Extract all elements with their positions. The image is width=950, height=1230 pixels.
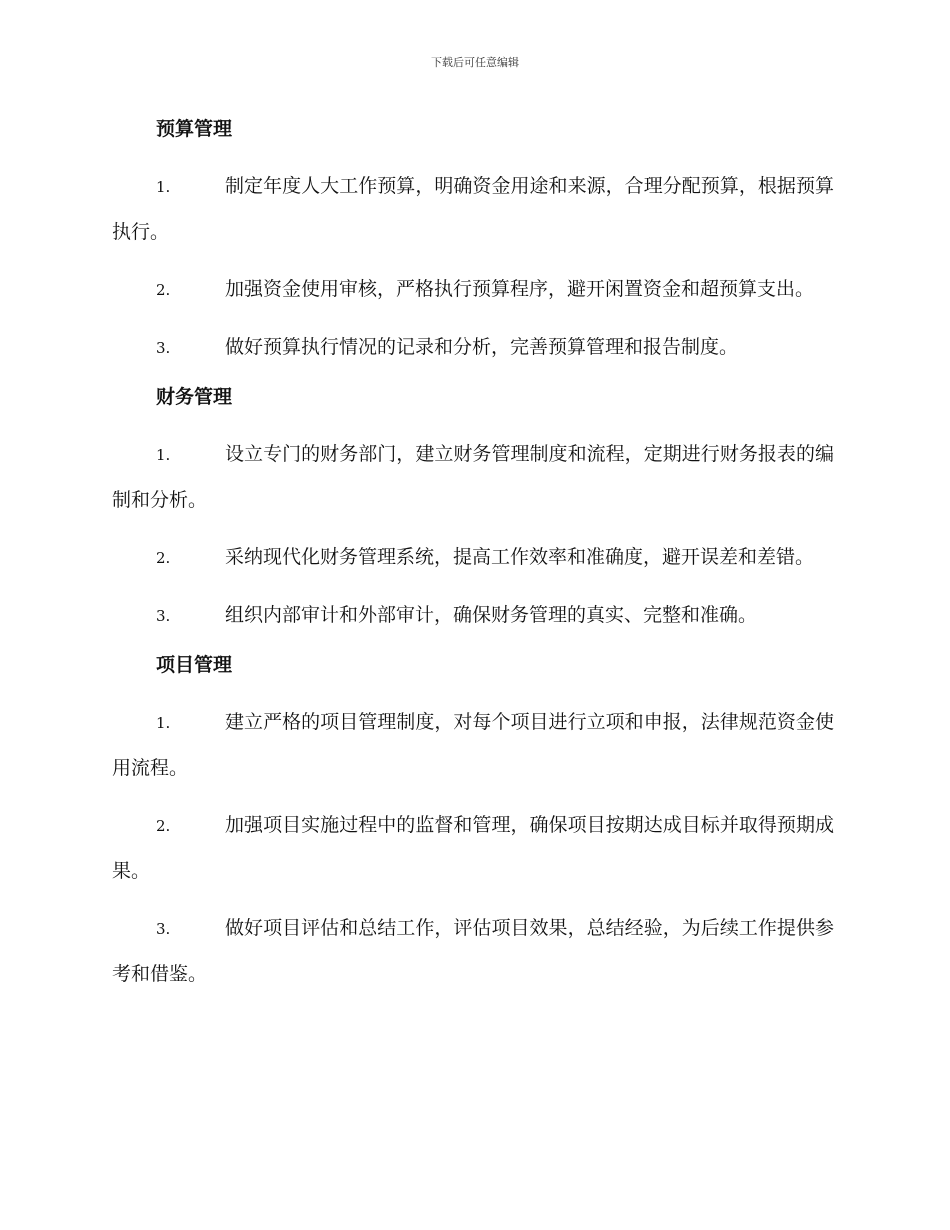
item-number: 2. xyxy=(156,281,171,299)
list-item xyxy=(112,432,834,523)
item-text: 做好预算执行情况的记录和分析，完善预算管理和报告制度。 xyxy=(225,336,739,358)
document-body xyxy=(112,111,834,1009)
item-text: 采纳现代化财务管理系统，提高工作效率和准确度，避开误差和差错。 xyxy=(225,546,815,568)
item-text: 做好项目评估和总结工作，评估项目效果，总结经验，为后续工作提供参考和借鉴。 xyxy=(112,917,834,985)
item-number: 1. xyxy=(156,714,171,732)
section-project-management xyxy=(112,647,834,997)
list-item xyxy=(112,700,834,791)
section-budget-management xyxy=(112,111,834,371)
item-text: 加强资金使用审核，严格执行预算程序，避开闲置资金和超预算支出。 xyxy=(225,278,815,300)
item-text: 制定年度人大工作预算，明确资金用途和来源，合理分配预算，根据预算执行。 xyxy=(112,175,834,243)
item-number: 3. xyxy=(156,920,171,938)
item-number: 3. xyxy=(156,607,171,625)
list-item xyxy=(112,593,834,639)
item-number: 1. xyxy=(156,446,171,464)
item-number: 2. xyxy=(156,817,171,835)
list-item xyxy=(112,267,834,313)
item-text: 设立专门的财务部门，建立财务管理制度和流程，定期进行财务报表的编制和分析。 xyxy=(112,443,834,511)
list-item xyxy=(112,164,834,255)
section-heading: 项目管理 xyxy=(156,654,233,676)
list-item xyxy=(112,535,834,581)
item-text: 建立严格的项目管理制度，对每个项目进行立项和申报，法律规范资金使用流程。 xyxy=(112,711,834,779)
section-financial-management xyxy=(112,379,834,639)
section-heading: 财务管理 xyxy=(156,386,233,408)
list-item xyxy=(112,803,834,894)
list-item xyxy=(112,906,834,997)
item-text: 加强项目实施过程中的监督和管理，确保项目按期达成目标并取得预期成果。 xyxy=(112,814,834,882)
section-heading: 预算管理 xyxy=(156,118,233,140)
item-text: 组织内部审计和外部审计，确保财务管理的真实、完整和准确。 xyxy=(225,604,758,626)
item-number: 2. xyxy=(156,549,171,567)
item-number: 3. xyxy=(156,339,171,357)
list-item xyxy=(112,325,834,371)
header-note: 下载后可任意编辑 xyxy=(431,56,519,69)
item-number: 1. xyxy=(156,178,171,196)
